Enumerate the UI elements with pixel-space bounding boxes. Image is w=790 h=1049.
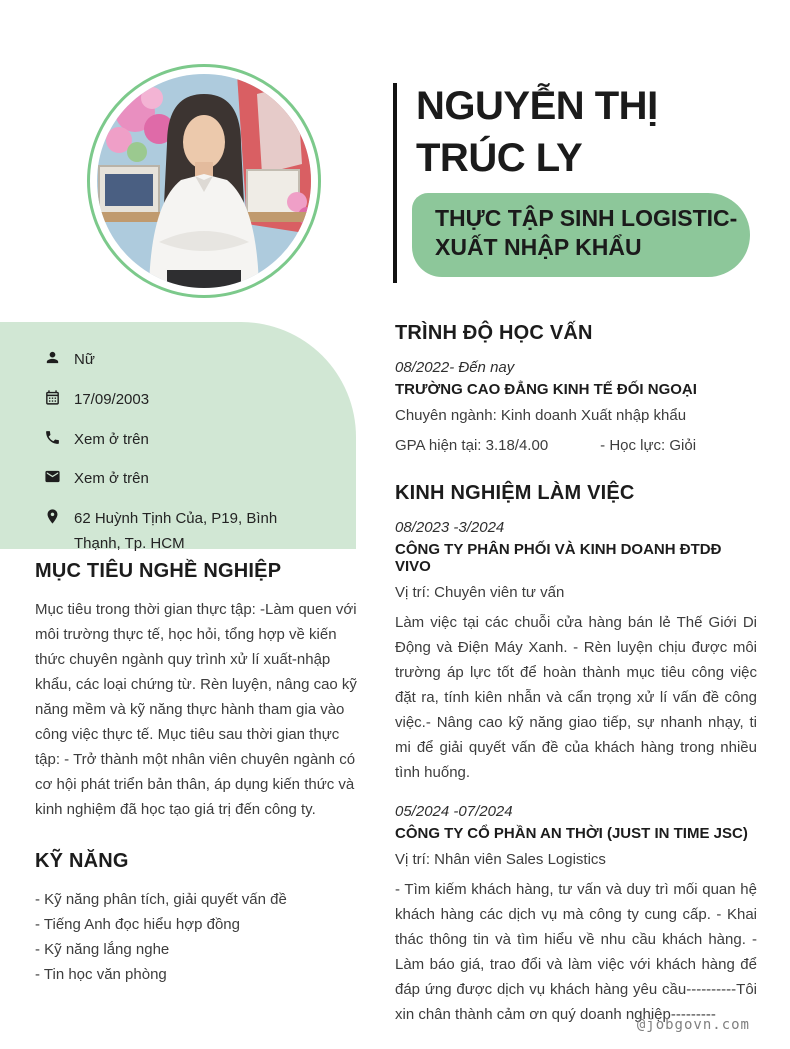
education-entry	[395, 359, 757, 458]
job-period: 05/2024 -07/2024	[395, 803, 513, 820]
education-gpa: GPA hiện tại: 3.18/4.00	[395, 437, 549, 454]
right-column	[395, 322, 757, 1045]
location-icon	[44, 508, 61, 525]
skill-item: - Kỹ năng phân tích, giải quyết vấn đề	[35, 891, 287, 908]
contact-address-value: 62 Huỳnh Tịnh Của, P19, Bình Thạnh, Tp. HCM	[74, 510, 278, 552]
contact-row-email	[44, 467, 326, 492]
education-period: 08/2022- Đến nay	[395, 359, 515, 376]
education-major: Chuyên ngành: Kinh doanh Xuất nhập khẩu	[395, 407, 687, 424]
person-icon	[44, 349, 61, 366]
experience-heading: KINH NGHIỆM LÀM VIỆC	[395, 482, 635, 504]
job-company: CÔNG TY CỔ PHẦN AN THỜI (JUST IN TIME JSC)	[395, 825, 748, 842]
contact-email-value: Xem ở trên	[74, 470, 149, 488]
profile-photo-image	[97, 74, 311, 288]
job-title-line1: THỰC TẬP SINH LOGISTIC-	[435, 205, 738, 231]
contact-row-address	[44, 507, 326, 557]
watermark: @jobgovn.com	[636, 1017, 750, 1033]
candidate-name-line1: NGUYỄN THỊ	[416, 84, 658, 128]
phone-icon	[44, 429, 61, 446]
education-section	[395, 322, 757, 458]
contact-phone-value: Xem ở trên	[74, 430, 149, 448]
job-position: Vị trí: Nhân viên Sales Logistics	[395, 851, 606, 868]
job-period: 08/2023 -3/2024	[395, 519, 505, 536]
education-heading: TRÌNH ĐỘ HỌC VẤN	[395, 322, 593, 344]
job-title-badge	[412, 193, 750, 277]
education-gpa-line	[395, 433, 757, 458]
job-description: Làm việc tại các chuỗi cửa hàng bán lẻ Thế Giới Di Động và Điện Máy Xanh. - Rèn luyện chịu được môi trường áp lực tốt để hoàn thành mục tiêu công việc đặt ra, tính kiên nhẫn và cẩn trọng xử lí vấn đề công việc.- Nâng cao kỹ năng giao tiếp, sự nhanh nhạy, ti mi để giải quyết vấn đề của khách hàng trong nhiều tình huống.	[395, 614, 757, 781]
candidate-name	[416, 80, 761, 184]
contact-row-birthdate	[44, 388, 326, 413]
skill-item: - Tiếng Anh đọc hiểu hợp đồng	[35, 916, 240, 933]
candidate-name-line2: TRÚC LY	[416, 136, 583, 180]
objective-heading: MỤC TIÊU NGHỀ NGHIỆP	[35, 560, 282, 582]
experience-entry	[395, 519, 757, 785]
education-rank: - Học lực: Giỏi	[600, 437, 697, 454]
skill-item: - Tin học văn phòng	[35, 966, 167, 983]
job-description: - Tìm kiếm khách hàng, tư vấn và duy trì mối quan hệ khách hàng các dịch vụ mà công ty cung cấp. - Khai thác thông tin và tìm hiểu về nhu cầu khách hàng. - Làm báo giá, trao đổi và làm việc với khách hàng để đáp ứng được dịch vụ khách hàng yêu cầu----------Tôi xin chân thành cảm ơn quý doanh nghiệp---------	[395, 881, 757, 1023]
skills-heading: KỸ NĂNG	[35, 850, 129, 872]
job-position: Vị trí: Chuyên viên tư vấn	[395, 584, 565, 601]
contact-birthdate-value: 17/09/2003	[74, 390, 150, 408]
experience-entry	[395, 803, 757, 1027]
experience-section	[395, 482, 757, 1027]
skill-item: - Kỹ năng lắng nghe	[35, 941, 170, 958]
objective-body: Mục tiêu trong thời gian thực tập: -Làm quen với môi trường thực tế, học hỏi, tổng hợp về kiến thức chuyên ngành quy trình xử lí xuất-nhập khẩu, các loại chứng từ. Rèn luyện, nâng cao kỹ năng mềm và kỹ năng thực hành tham gia vào công việc thực tế. Mục tiêu sau thời gian thực tập: - Trở thành một nhân viên chuyên ngành có cơ hội phát triển bản thân, áp dụng kiến thức và kinh nghiệm đã học tạo giá trị đến công ty.	[35, 601, 357, 818]
job-title-line2: XUẤT NHẬP KHẨU	[435, 233, 642, 260]
contact-gender-value: Nữ	[74, 351, 95, 368]
contact-row-phone	[44, 428, 326, 453]
calendar-icon	[44, 389, 61, 406]
profile-photo	[87, 64, 321, 298]
education-school: TRƯỜNG CAO ĐẲNG KINH TẾ ĐỐI NGOẠI	[395, 381, 697, 398]
left-column	[35, 560, 363, 987]
portrait-art	[97, 74, 311, 288]
contact-row-gender	[44, 348, 326, 373]
email-icon	[44, 468, 61, 485]
accent-bar	[393, 83, 397, 283]
job-company: CÔNG TY PHÂN PHỐI VÀ KINH DOANH ĐTDĐ VIVO	[395, 541, 722, 575]
contact-panel	[0, 322, 356, 552]
